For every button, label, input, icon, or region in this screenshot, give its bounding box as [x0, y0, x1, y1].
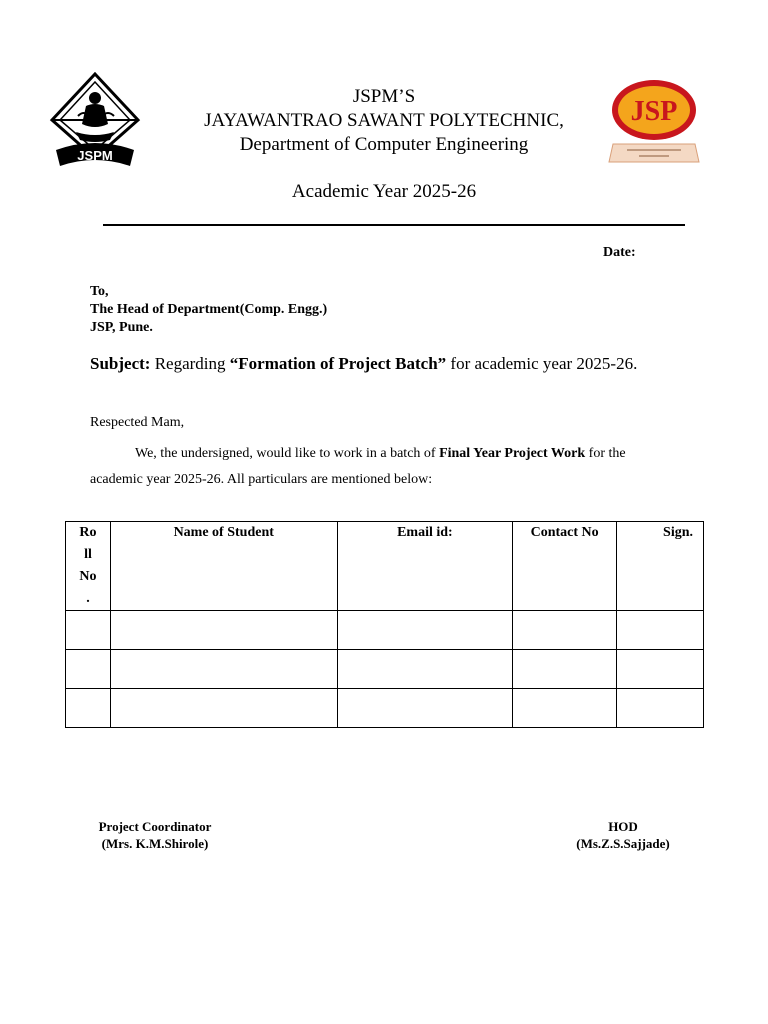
table-cell — [337, 611, 513, 650]
letter-paragraph-line1 — [135, 446, 626, 462]
email-header: Email id: — [337, 522, 513, 611]
table-cell — [617, 689, 704, 728]
table-row — [66, 650, 704, 689]
table-cell — [513, 611, 617, 650]
table-cell — [513, 689, 617, 728]
table-body — [66, 611, 704, 728]
header-divider — [103, 224, 685, 226]
coordinator-name: (Mrs. K.M.Shirole) — [101, 836, 209, 851]
jsp-logo-text: JSP — [630, 96, 678, 127]
roll-header-part: ll — [84, 547, 92, 562]
table-cell — [66, 611, 111, 650]
subject-pre: Regarding — [154, 354, 226, 373]
contact-header: Contact No — [513, 522, 617, 611]
table-cell — [617, 650, 704, 689]
address-to: To, — [90, 284, 109, 299]
table-cell — [337, 689, 513, 728]
hod-name: (Ms.Z.S.Sajjade) — [576, 836, 670, 851]
project-batch-table — [65, 521, 704, 728]
paragraph-post: for the — [588, 446, 626, 461]
table-cell — [66, 689, 111, 728]
department-name: Department of Computer Engineering — [239, 134, 529, 155]
coordinator-title: Project Coordinator — [98, 819, 212, 834]
table-cell — [513, 650, 617, 689]
jspm-logo-text: JSPM — [77, 148, 113, 163]
table-cell — [110, 650, 337, 689]
sign-header: Sign. — [617, 522, 704, 611]
institute-name-line2: JAYAWANTRAO SAWANT POLYTECHNIC, — [204, 110, 564, 131]
subject-title: “Formation of Project Batch” — [229, 354, 447, 373]
table-cell — [66, 650, 111, 689]
table-cell — [110, 689, 337, 728]
roll-header-part: . — [86, 591, 90, 606]
table-cell — [617, 611, 704, 650]
table-cell — [110, 611, 337, 650]
roll-no-header — [66, 522, 111, 611]
subject-line — [90, 354, 637, 374]
subject-label: Subject: — [90, 354, 151, 373]
table-row — [66, 611, 704, 650]
paragraph-pre: We, the undersigned, would like to work in a batch of — [135, 446, 436, 461]
table-cell — [337, 650, 513, 689]
paragraph-bold: Final Year Project Work — [439, 446, 586, 461]
roll-header-part: Ro — [79, 525, 97, 540]
institute-name-line1: JSPM’S — [352, 86, 416, 107]
academic-year: Academic Year 2025-26 — [291, 181, 477, 202]
salutation: Respected Mam, — [90, 415, 185, 430]
address-place: JSP, Pune. — [90, 320, 153, 335]
hod-title: HOD — [608, 819, 638, 834]
letter-paragraph-line2: academic year 2025-26. All particulars are mentioned below: — [90, 472, 433, 487]
address-recipient: The Head of Department(Comp. Engg.) — [90, 302, 328, 317]
table-header-row — [66, 522, 704, 611]
name-header: Name of Student — [110, 522, 337, 611]
subject-post: for academic year 2025-26. — [450, 354, 638, 373]
date-label: Date: — [603, 245, 636, 260]
table-row — [66, 689, 704, 728]
roll-header-part: No — [79, 569, 97, 584]
